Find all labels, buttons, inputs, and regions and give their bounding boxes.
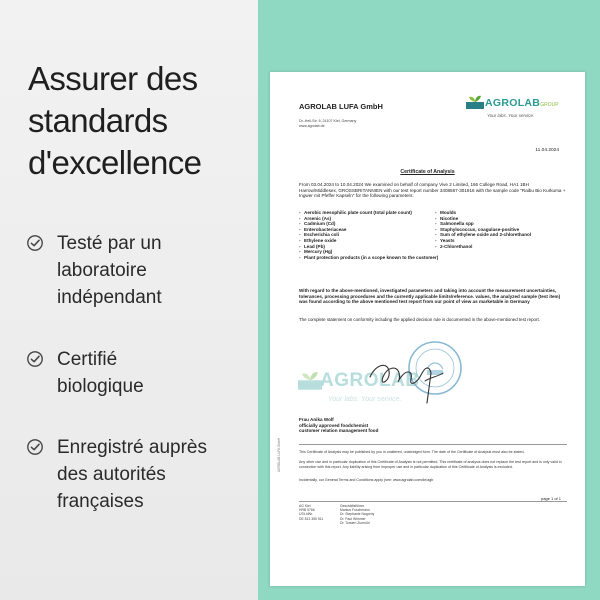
conformity-note: The complete statement on conformity including the applied decision rule is documented in the above-mentioned test report. xyxy=(299,317,540,322)
feature-line: françaises xyxy=(57,491,144,512)
left-panel xyxy=(0,0,258,600)
address-line: Dr.-Hell-Str. 6, 24107 Kiel, Germany xyxy=(299,119,357,123)
parameter-item: - Plant protection products (in a scope known to the customer) xyxy=(299,255,549,261)
footer-note-1: This Certificate of Analysis may be published by you in unaltered, unabridged form. The date of the Certificate of Analysis must also be stated. xyxy=(299,450,525,454)
headline-line-2: standards xyxy=(28,102,168,139)
logo-word: AGROLAB xyxy=(485,97,541,109)
logo-tagline: Your labs. Your service. xyxy=(487,113,535,118)
feature-line: laboratoire xyxy=(57,260,147,281)
parameter-item: - Sum of ethylene oxide and 2-chlorethanol xyxy=(435,232,567,238)
company-address xyxy=(299,119,356,129)
parameter-item: - Salmonella spp xyxy=(435,221,567,227)
management-line: Geschäftsführer xyxy=(340,504,365,508)
sprout-icon xyxy=(466,93,484,109)
footer-divider xyxy=(299,501,567,502)
feature-text xyxy=(57,230,162,311)
logo-wordmark xyxy=(485,97,559,109)
feature-organic xyxy=(26,346,256,400)
parameter-item: - Lead (Pb) xyxy=(299,244,429,250)
check-circle-icon xyxy=(26,350,44,368)
certificate-document xyxy=(270,72,585,586)
parameters-right xyxy=(435,210,567,249)
management-line: Dr. Stephanie Nagorny xyxy=(340,512,375,517)
company-name: AGROLAB LUFA GmbH xyxy=(299,102,383,111)
logo-group: GROUP xyxy=(540,102,559,108)
stamp-logo-tagline: Your labs. Your service. xyxy=(328,396,402,403)
feature-text xyxy=(57,346,144,400)
signer-role: officially approved foodchemist xyxy=(299,422,369,428)
parameters-left xyxy=(299,210,439,260)
parameter-item: - Enterobacteriaceae xyxy=(299,227,429,233)
check-circle-icon xyxy=(26,234,44,252)
management-line: Dr. Torsten Zurmühl xyxy=(340,520,370,525)
stamp-logo-word: AGROLAB xyxy=(320,370,420,391)
parameter-item: - Staphylococcus, coagulase-positive xyxy=(435,227,567,233)
parameter-item: - Moulds xyxy=(435,210,567,216)
parameter-item: - Mercury (Hg) xyxy=(299,249,429,255)
parameter-item: - Escherichia coli xyxy=(299,232,429,238)
feature-registered xyxy=(26,434,256,515)
feature-line: des autorités xyxy=(57,464,166,485)
feature-text xyxy=(57,434,207,515)
footer-divider xyxy=(299,444,567,445)
signer-department: customer relation management food xyxy=(299,428,379,434)
headline-line-1: Assurer des xyxy=(28,60,198,97)
feature-line: indépendant xyxy=(57,287,162,308)
certificate-title: Certificate of Analysis xyxy=(400,169,455,175)
feature-line: Certifié xyxy=(57,349,118,370)
certificate-intro: From 03.04.2024 to 10.04.2024 We examined on behalf of company Vive 2 Limited, 166 College Road, HA1 1BH Harrow/Middlesex, GROSSBRITANNIEN with our test report number 3408567-301916 with the sample code "Raibu Bio Kurkuma + Ingwer mit Pfeffer Kapseln" for the following parameters: xyxy=(299,182,566,199)
parameter-item: - Nicotine xyxy=(435,216,567,222)
registry-line: USt-IdNr. xyxy=(299,512,313,517)
parameter-item: - Ethylene oxide xyxy=(299,238,429,244)
signer-name: Frau Anika Wolf xyxy=(299,417,334,422)
feature-line: biologique xyxy=(57,376,144,397)
footer-management xyxy=(340,504,374,525)
certificate-date: 11.04.2024 xyxy=(535,148,559,153)
parameter-item: - Yeasts xyxy=(435,238,567,244)
page-number: page 1 of 1 xyxy=(540,496,561,501)
parameter-item: - 2-Chlorethanol xyxy=(435,244,567,250)
website-line: www.agrolab.de xyxy=(299,124,325,128)
feature-line: Testé par un xyxy=(57,233,162,254)
signer-block xyxy=(299,417,378,434)
agrolab-logo xyxy=(466,87,578,127)
management-line: Markus Fuschmann xyxy=(340,508,370,513)
feature-line: Enregistré auprès xyxy=(57,437,207,458)
feature-lab-tested xyxy=(26,230,256,311)
registry-line: AG Kiel xyxy=(299,504,311,508)
side-text: AGROLAB LUFA GmbH xyxy=(277,437,281,472)
footer-note-3: Incidentally, our General Terms and Conditions apply (see: www.agrolab.com/de/agb xyxy=(299,478,434,482)
footer-note-2: Any other use and in particular duplication of this Certificate of Analysis is not permitted. This certificate of analysis does not replace the test report and is only valid in connection with this report. Any liability arising from improper use and in particular duplication of this Certificate of Analysis is excluded. xyxy=(299,460,562,469)
headline-line-3: d'excellence xyxy=(28,144,202,181)
sprout-icon xyxy=(298,368,322,390)
check-circle-icon xyxy=(26,438,44,456)
parameter-item: - Aerobic mesophilic plate count (total plate count) xyxy=(299,210,429,216)
management-line: Dr. Paul Wimmer xyxy=(340,516,366,521)
signature-icon xyxy=(365,347,455,407)
headline xyxy=(28,58,253,184)
footer-registry xyxy=(299,504,323,521)
registry-line: DE 813 355 511 xyxy=(299,516,324,521)
parameter-item: - Arsenic (As) xyxy=(299,216,429,222)
registry-line: HRB 5766 xyxy=(299,508,315,513)
parameter-item: - Cadmium (Cd) xyxy=(299,221,429,227)
conformity-statement: With regard to the above-mentioned, investigated parameters and taking into account the measurement uncertainties, tolerances, processing procedures and the currently applicable limits/reference. values, the analyzed sample (test item) was found according to the above mentioned test report from our point of view as marketable in Germany xyxy=(299,288,561,305)
